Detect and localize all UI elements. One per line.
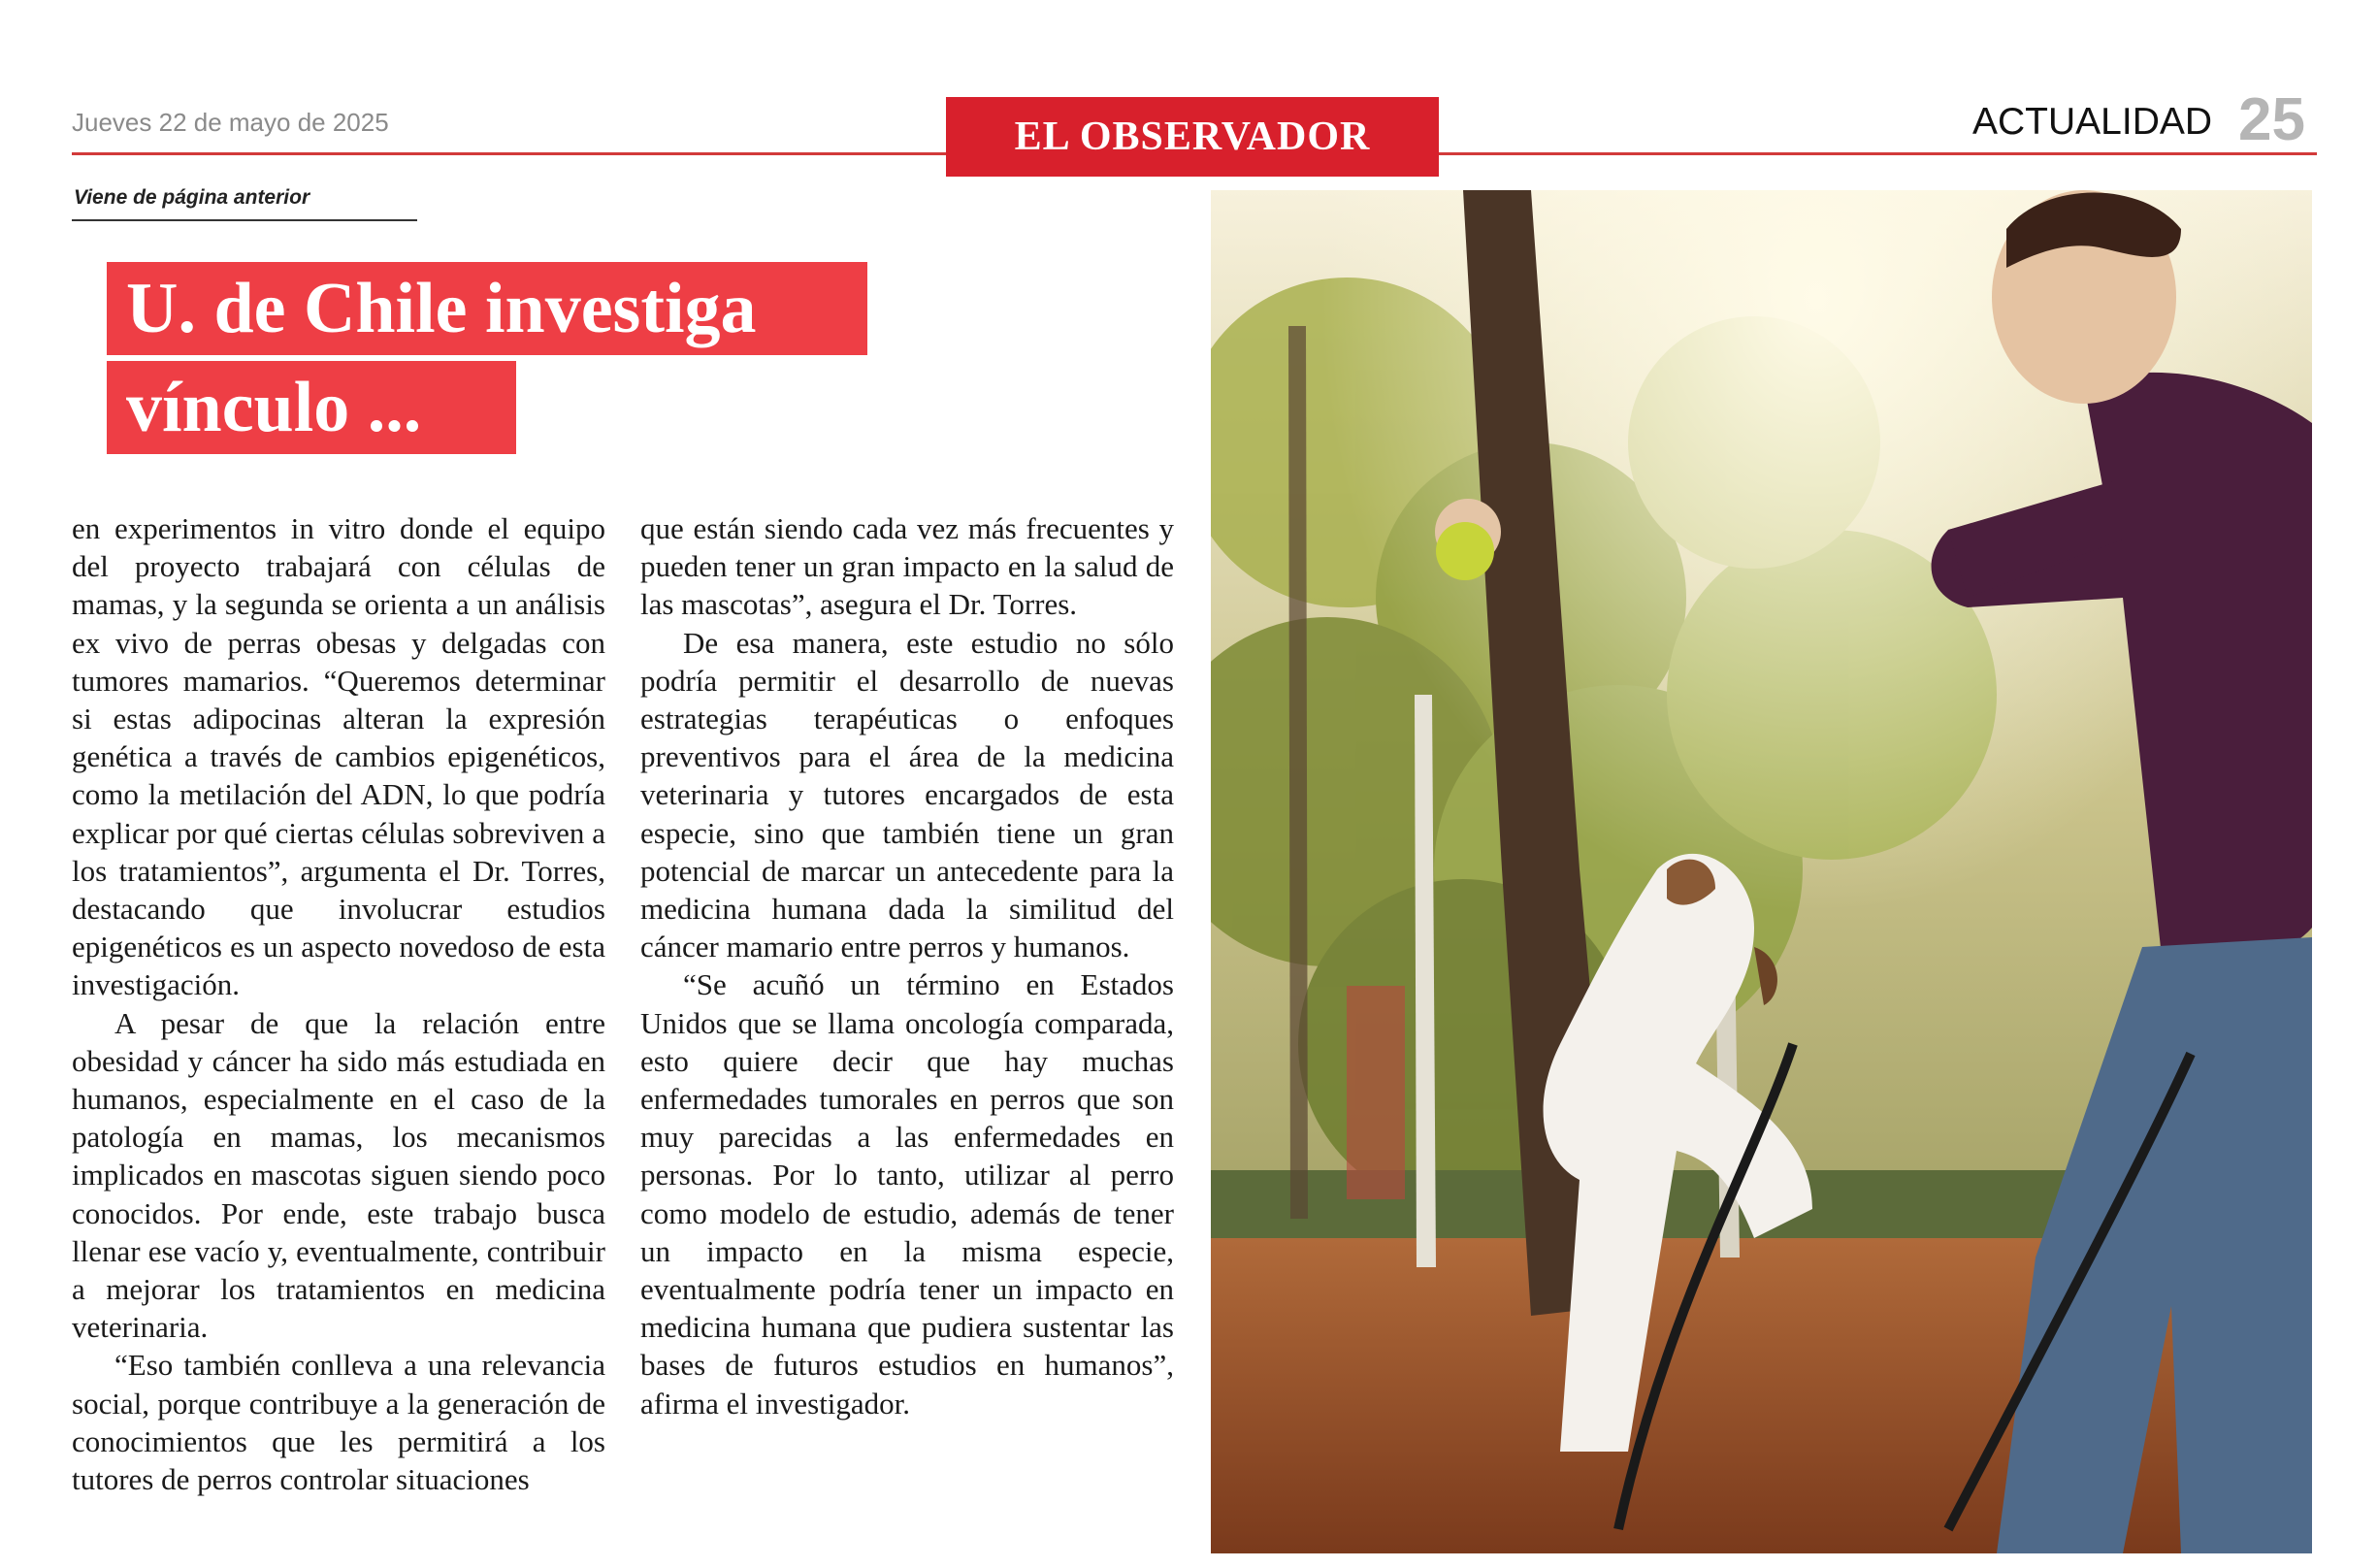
paragraph: que están siendo cada vez más frecuentes y pueden tener un gran impacto en la salud de las mascotas”, asegura el Dr. Torres. xyxy=(640,511,1174,622)
paragraph: A pesar de que la relación entre obesidad y cáncer ha sido más estudiada en humanos, especialmente en el caso de la patología en mamas, los mecanismos implicados en mascotas siguen siendo poco conocidos. Por ende, este trabajo busca llenar ese vacío y, eventualmente, contribuir a mejorar los tratamientos en medicina veterinaria. xyxy=(72,1005,605,1345)
body-column-1 xyxy=(72,509,605,1498)
paragraph: en experimentos in vitro donde el equipo del proyecto trabajará con células de mamas, y la segunda se orienta a un análisis ex vivo de perras obesas y delgadas con tumores mamarios. “Queremos determinar si estas adipocinas alteran la expresión genética a través de cambios epigenéticos, como la metilación del ADN, lo que podría explicar por qué ciertas células sobreviven a los tratamientos”, argumenta el Dr. Torres, destacando que involucrar estudios epigenéticos es un aspecto novedoso de esta investigación. xyxy=(72,511,605,1002)
masthead-logo: EL OBSERVADOR xyxy=(946,97,1439,177)
section-name: ACTUALIDAD xyxy=(1972,101,2213,143)
paragraph: De esa manera, este estudio no sólo podría permitir el desarrollo de nuevas estrategias terapéuticas o enfoques preventivos para el área de la medicina veterinaria y tutores encargados de esta especie, sino que también tiene un gran potencial de marcar un antecedente para la medicina humana dada la similitud del cáncer mamario entre perros y humanos. xyxy=(640,625,1174,964)
continued-from-label: Viene de página anterior xyxy=(74,186,310,209)
body-column-2 xyxy=(640,509,1174,1422)
paragraph: “Eso también conlleva a una relevancia social, porque contribuye a la generación de conocimientos que les permitirá a los tutores de perros controlar situaciones xyxy=(72,1348,605,1497)
photo-illustration xyxy=(1211,190,2312,1553)
issue-date: Jueves 22 de mayo de 2025 xyxy=(72,108,389,137)
paragraph: “Se acuñó un término en Estados Unidos que se llama oncología comparada, esto quiere decir que hay muchas enfermedades tumorales en perros que son muy parecidas a las enfermedades en personas. Por lo tanto, utilizar al perro como modelo de estudio, además de tener un impacto en la misma especie, eventualmente podría tener un impacto en medicina humana que pudiera sustentar las bases de futuros estudios en humanos”, afirma el investigador. xyxy=(640,967,1174,1421)
headline-line-2: vínculo ... xyxy=(107,361,516,454)
kicker-underline xyxy=(72,219,417,221)
page-number: 25 xyxy=(2238,86,2305,153)
headline-line-1: U. de Chile investiga xyxy=(107,262,867,355)
article-photo xyxy=(1211,190,2312,1553)
